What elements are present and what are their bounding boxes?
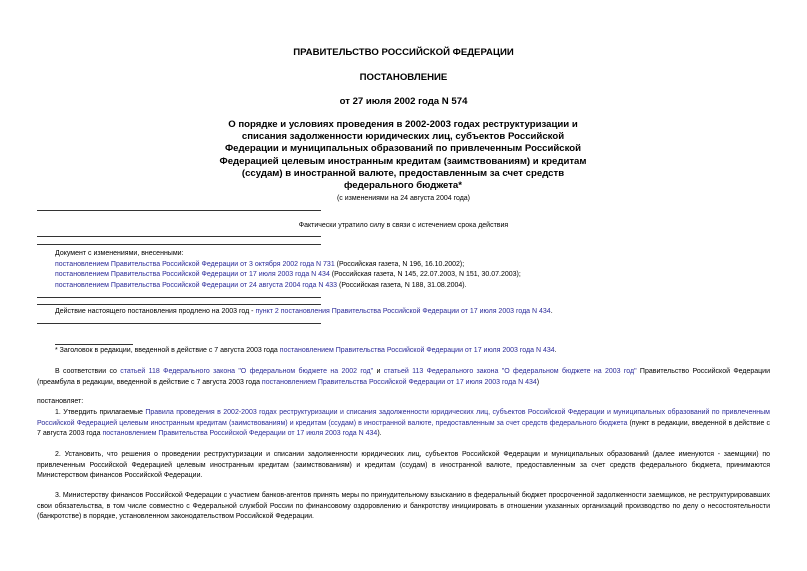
footnote xyxy=(55,346,557,357)
status-note: Фактически утратило силу в связи с истечением срока действия xyxy=(298,222,509,229)
amendment-source: (Российская газета, N 188, 31.08.2004). xyxy=(337,281,467,289)
amendments-block xyxy=(55,249,521,291)
paragraph-text: 1. Утвердить прилагаемые xyxy=(55,409,146,416)
amendment-link[interactable]: постановлением Правительства Российской Федерации от 17 июля 2003 года N 434 xyxy=(55,271,330,278)
amendment-item xyxy=(55,260,521,271)
rules-link[interactable]: Правила проведения в 2002-2003 годах реструктуризации и списания задолженности юридических лиц, субъектов Российской Федерации и муниципальных образований по привлеченным Российской Федерацией целевым иностранным кредитам (заимствованиям) и кредитам (ссудам) в иностранной валюте, предоставленным за счет средств федерального бюджета xyxy=(37,409,770,427)
extension-end: . xyxy=(550,308,553,315)
title-line: Федерацией целевым иностранным кредитам (заимствованиям) и кредитам xyxy=(219,155,587,167)
paragraph-text: ). xyxy=(377,430,382,438)
law-2003-link[interactable]: статьей 113 Федерального закона "О федеральном бюджете на 2003 год" xyxy=(383,368,637,375)
divider xyxy=(37,297,321,298)
amending-decree-link[interactable]: постановлением Правительства Российской Федерации от 17 июля 2003 года N 434 xyxy=(102,430,378,438)
law-2002-link[interactable]: статьей 118 Федерального закона "О федеральном бюджете на 2002 год" xyxy=(120,368,374,375)
title-line: О порядке и условиях проведения в 2002-2003 годах реструктуризации и xyxy=(228,119,578,130)
decree-word: постановляет: xyxy=(37,398,84,405)
changes-note: (с изменениями на 24 августа 2004 года) xyxy=(336,195,471,202)
divider xyxy=(37,323,321,324)
government-heading: ПРАВИТЕЛЬСТВО РОССИЙСКОЙ ФЕДЕРАЦИИ xyxy=(293,47,514,58)
amendment-item xyxy=(55,281,521,292)
footnote-link[interactable]: постановлением Правительства Российской Федерации от 17 июля 2003 года N 434 xyxy=(279,347,555,354)
preamble-text: ) xyxy=(536,378,540,386)
amendments-intro: Документ с изменениями, внесенными: xyxy=(55,250,184,257)
amendment-item xyxy=(55,270,521,281)
paragraph-1 xyxy=(37,408,770,440)
amendment-link[interactable]: постановлением Правительства Российской Федерации от 3 октября 2002 года N 731 xyxy=(55,260,335,268)
paragraph-text: (пункт в редакции, введенной в действие с 7 августа 2003 года xyxy=(37,419,771,438)
title-line: списания задолженности юридических лиц, субъектов Российской xyxy=(241,131,565,143)
preamble-text: В соответствии со xyxy=(55,368,121,375)
extension-note xyxy=(55,307,553,318)
doc-type-heading: ПОСТАНОВЛЕНИЕ xyxy=(359,72,448,83)
divider xyxy=(37,304,321,305)
divider xyxy=(37,236,321,237)
footnote-end: . xyxy=(554,347,557,354)
amendment-source: (Российская газета, N 196, 16.10.2002); xyxy=(334,260,465,268)
date-number-heading: от 27 июля 2002 года N 574 xyxy=(339,96,468,107)
preamble-text: и xyxy=(373,368,384,375)
extension-link[interactable]: пункт 2 постановления Правительства Российской Федерации от 17 июля 2003 года N 434 xyxy=(255,308,551,315)
paragraph-2: 2. Установить, что решения о проведении реструктуризации и списании задолженности юридических лиц, субъектов Российской Федерации и муниципальных образований (далее именуются - заемщики) по привлеченным Российской Федерацией целевым иностранным кредитам (заимствованиям) и кредитам (ссудам) в иностранной валюте, предоставленным за счет средств федерального бюджета, принимаются Министерством финансов Российской Федерации. xyxy=(37,451,770,480)
preamble-paragraph xyxy=(37,367,770,388)
amending-decree-link[interactable]: постановлением Правительства Российской Федерации от 17 июля 2003 года N 434 xyxy=(261,378,537,386)
divider xyxy=(37,210,321,211)
extension-text: Действие настоящего постановления продлено на 2003 год - xyxy=(55,308,256,315)
paragraph-3: 3. Министерству финансов Российской Федерации с участием банков-агентов принять меры по принудительному взысканию в федеральный бюджет просроченной задолженности заемщиков, не реструктурировавших свои обязательства, в том числе совместно с Федеральной службой России по финансовому оздоровлению и банкротству инициировать в отношении указанных организаций производство по делу о несостоятельности (банкротстве) в порядке, установленном законодательством Российской Федерации. xyxy=(37,492,770,521)
title-line: Федерации и муниципальных образований по привлеченным Российской xyxy=(224,143,582,155)
amendment-source: (Российская газета, N 145, 22.07.2003, N 151, 30.07.2003); xyxy=(329,271,521,278)
footnote-text: * Заголовок в редакции, введенной в действие с 7 августа 2003 года xyxy=(55,347,280,354)
amendment-link[interactable]: постановлением Правительства Российской Федерации от 24 августа 2004 года N 433 xyxy=(55,281,338,289)
title-line: (ссудам) в иностранной валюте, предоставленным за счет средств xyxy=(241,167,565,179)
divider xyxy=(37,244,321,245)
preamble-text: Правительство Российской Федерации (преамбула в редакции, введенной в действие с 7 августа 2003 года xyxy=(37,368,770,386)
title-line: федерального бюджета* xyxy=(343,180,462,192)
footnote-separator xyxy=(55,344,133,345)
document-title xyxy=(218,119,588,192)
